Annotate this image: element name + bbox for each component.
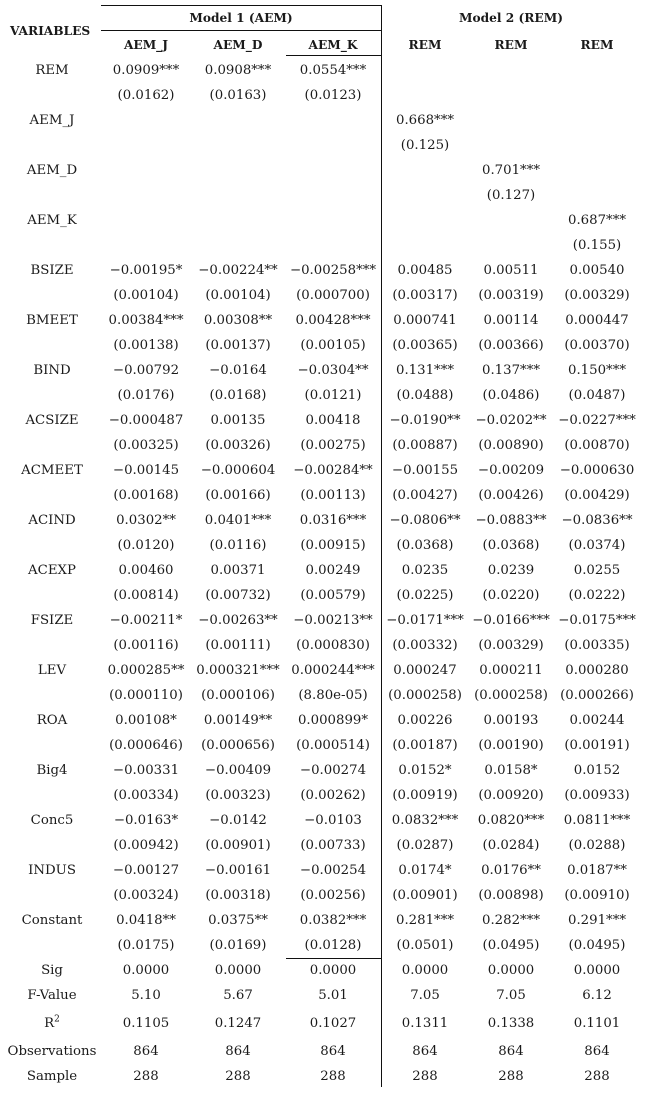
variable-label: ACEXP: [28, 563, 76, 578]
stat-value: 288: [498, 1069, 524, 1084]
std-error-cell: (0.00901): [392, 888, 458, 903]
stat-value: 0.0000: [487, 963, 535, 978]
stat-value: 0.1338: [487, 1016, 535, 1031]
std-error-cell: (0.0495): [482, 938, 540, 953]
std-error-cell: (0.0374): [568, 538, 626, 553]
coefficient-cell: −0.0175***: [558, 613, 636, 628]
std-error-cell: (0.00104): [205, 288, 271, 303]
variable-label: FSIZE: [30, 613, 74, 628]
coefficient-cell: 0.000211: [479, 663, 543, 678]
std-error-cell: (0.0128): [304, 938, 362, 953]
std-error-cell: (0.00887): [392, 438, 458, 453]
std-error-cell: (0.00324): [113, 888, 179, 903]
std-error-cell: (0.00920): [478, 788, 544, 803]
coefficient-cell: 0.0235: [401, 563, 449, 578]
coefficient-cell: 0.00108*: [115, 713, 177, 728]
std-error-cell: (0.00187): [392, 738, 458, 753]
coefficient-cell: 0.0832***: [391, 813, 459, 828]
coefficient-cell: 0.00193: [483, 713, 539, 728]
coefficient-cell: 0.282***: [481, 913, 541, 928]
rule-aemk-constant: [286, 958, 381, 959]
stat-name: F-Value: [27, 988, 77, 1003]
coefficient-cell: 0.137***: [481, 363, 541, 378]
std-error-cell: (0.00910): [564, 888, 630, 903]
stat-value: 0.0000: [401, 963, 449, 978]
coefficient-cell: 0.000899*: [297, 713, 369, 728]
std-error-cell: (0.0163): [209, 88, 267, 103]
std-error-cell: (0.00898): [478, 888, 544, 903]
std-error-cell: (0.0486): [482, 388, 540, 403]
std-error-cell: (0.00334): [113, 788, 179, 803]
stat-value: 0.1101: [573, 1016, 621, 1031]
coefficient-cell: 0.0316***: [299, 513, 367, 528]
stat-name: Sample: [26, 1069, 78, 1084]
stat-name: Observations: [7, 1044, 97, 1059]
coefficient-cell: −0.00792: [112, 363, 180, 378]
stat-value: 864: [133, 1044, 159, 1059]
coefficient-cell: 0.0375**: [208, 913, 268, 928]
std-error-cell: (0.00318): [205, 888, 271, 903]
std-error-cell: (0.00191): [564, 738, 630, 753]
coefficient-cell: −0.00331: [112, 763, 180, 778]
std-error-cell: (0.00901): [205, 838, 271, 853]
coefficient-cell: −0.00195*: [109, 263, 183, 278]
stat-value: 0.0000: [214, 963, 262, 978]
coefficient-cell: 0.00511: [483, 263, 539, 278]
stat-value: 288: [225, 1069, 251, 1084]
model2-title: Model 2 (REM): [459, 11, 563, 25]
variables-header: VARIABLES: [10, 24, 91, 38]
coefficient-cell: 0.000280: [565, 663, 629, 678]
std-error-cell: (0.00919): [392, 788, 458, 803]
coefficient-cell: −0.00409: [204, 763, 272, 778]
std-error-cell: (0.00329): [564, 288, 630, 303]
std-error-cell: (0.0287): [396, 838, 454, 853]
variable-label: Conc5: [30, 813, 74, 828]
rule-model1-bottom: [101, 30, 381, 31]
coefficient-cell: −0.00209: [477, 463, 545, 478]
std-error-cell: (0.0120): [117, 538, 175, 553]
std-error-cell: (0.0175): [117, 938, 175, 953]
coefficient-cell: 0.0255: [573, 563, 621, 578]
coefficient-cell: −0.00145: [112, 463, 180, 478]
column-header: REM: [580, 38, 614, 52]
std-error-cell: (0.00275): [300, 438, 366, 453]
stat-value: 0.1105: [122, 1016, 170, 1031]
std-error-cell: (0.00326): [205, 438, 271, 453]
coefficient-cell: 0.0187**: [567, 863, 627, 878]
std-error-cell: (0.0176): [117, 388, 175, 403]
std-error-cell: (0.00319): [478, 288, 544, 303]
stat-value: 288: [320, 1069, 346, 1084]
coefficient-cell: 0.00249: [305, 563, 361, 578]
coefficient-cell: −0.00155: [391, 463, 459, 478]
stat-value: 0.1311: [401, 1016, 449, 1031]
coefficient-cell: 0.000244***: [291, 663, 375, 678]
column-header: AEM_D: [213, 38, 263, 52]
std-error-cell: (0.00138): [113, 338, 179, 353]
stat-label: [8, 1044, 97, 1060]
std-error-cell: (0.00732): [205, 588, 271, 603]
std-error-cell: (0.00915): [300, 538, 366, 553]
coefficient-cell: 0.0152*: [398, 763, 452, 778]
coefficient-cell: 0.0302**: [116, 513, 176, 528]
std-error-cell: (0.00116): [113, 638, 179, 653]
stat-value: 288: [133, 1069, 159, 1084]
std-error-cell: (0.00256): [300, 888, 366, 903]
coefficient-cell: 0.0909***: [112, 63, 180, 78]
stat-value: 864: [320, 1044, 346, 1059]
stat-value: 6.12: [582, 988, 612, 1003]
std-error-cell: (0.0169): [209, 938, 267, 953]
std-error-cell: (0.000830): [296, 638, 370, 653]
coefficient-cell: −0.00284**: [293, 463, 373, 478]
column-divider: [381, 5, 382, 1087]
std-error-cell: (0.000514): [296, 738, 370, 753]
variable-label: BIND: [33, 363, 71, 378]
std-error-cell: (0.0488): [396, 388, 454, 403]
coefficient-cell: −0.00263**: [198, 613, 278, 628]
stat-value: 5.01: [318, 988, 348, 1003]
std-error-cell: (0.000258): [388, 688, 462, 703]
stat-value: 0.1247: [214, 1016, 262, 1031]
coefficient-cell: −0.0883**: [475, 513, 547, 528]
stat-label: [41, 963, 63, 979]
std-error-cell: (0.000700): [296, 288, 370, 303]
std-error-cell: (0.00104): [113, 288, 179, 303]
std-error-cell: (0.0501): [396, 938, 454, 953]
std-error-cell: (0.00168): [113, 488, 179, 503]
coefficient-cell: 0.0239: [487, 563, 535, 578]
coefficient-cell: −0.0202**: [475, 413, 547, 428]
std-error-cell: (0.00870): [564, 438, 630, 453]
std-error-cell: (0.0123): [304, 88, 362, 103]
variable-label: BMEET: [26, 313, 78, 328]
stat-value: 7.05: [496, 988, 526, 1003]
std-error-cell: (0.127): [486, 188, 536, 203]
coefficient-cell: 0.00371: [210, 563, 266, 578]
stat-value: 288: [584, 1069, 610, 1084]
coefficient-cell: 0.668***: [395, 113, 455, 128]
stat-name: Sig: [41, 963, 63, 978]
std-error-cell: (0.000110): [109, 688, 183, 703]
std-error-cell: (0.00429): [564, 488, 630, 503]
std-error-cell: (0.0162): [117, 88, 175, 103]
std-error-cell: (0.00332): [392, 638, 458, 653]
stat-label: [27, 1069, 77, 1085]
coefficient-cell: 0.00384***: [108, 313, 184, 328]
std-error-cell: (0.0487): [568, 388, 626, 403]
std-error-cell: (0.00942): [113, 838, 179, 853]
variable-label: AEM_K: [27, 213, 77, 228]
std-error-cell: (0.00105): [300, 338, 366, 353]
coefficient-cell: 0.000447: [565, 313, 629, 328]
coefficient-cell: −0.0190**: [389, 413, 461, 428]
std-error-cell: (0.00335): [564, 638, 630, 653]
coefficient-cell: −0.00161: [204, 863, 272, 878]
coefficient-cell: −0.0171***: [386, 613, 464, 628]
variable-label: Big4: [36, 763, 68, 778]
coefficient-cell: 0.000321***: [196, 663, 280, 678]
coefficient-cell: 0.0174*: [398, 863, 452, 878]
column-header: AEM_J: [123, 38, 169, 52]
std-error-cell: (0.00323): [205, 788, 271, 803]
coefficient-cell: 0.0176**: [481, 863, 541, 878]
variable-label: BSIZE: [30, 263, 74, 278]
std-error-cell: (0.0220): [482, 588, 540, 603]
variable-label: ACMEET: [21, 463, 83, 478]
coefficient-cell: 0.0401***: [204, 513, 272, 528]
coefficient-cell: 0.00460: [118, 563, 174, 578]
coefficient-cell: 0.687***: [567, 213, 627, 228]
std-error-cell: (8.80e-05): [298, 688, 368, 703]
std-error-cell: (0.0288): [568, 838, 626, 853]
std-error-cell: (0.00427): [392, 488, 458, 503]
std-error-cell: (0.0222): [568, 588, 626, 603]
coefficient-cell: 0.000285**: [107, 663, 185, 678]
variable-label: REM: [35, 63, 69, 78]
coefficient-cell: −0.0227***: [558, 413, 636, 428]
coefficient-cell: 0.0811***: [563, 813, 631, 828]
coefficient-cell: 0.0382***: [299, 913, 367, 928]
std-error-cell: (0.0168): [209, 388, 267, 403]
coefficient-cell: 0.701***: [481, 163, 541, 178]
std-error-cell: (0.0225): [396, 588, 454, 603]
variable-label: AEM_J: [29, 113, 75, 128]
column-header: REM: [408, 38, 442, 52]
variable-label: LEV: [37, 663, 67, 678]
coefficient-cell: 0.00149**: [203, 713, 273, 728]
std-error-cell: (0.00113): [300, 488, 366, 503]
stat-value: 288: [412, 1069, 438, 1084]
std-error-cell: (0.0116): [209, 538, 267, 553]
coefficient-cell: 0.150***: [567, 363, 627, 378]
std-error-cell: (0.00933): [564, 788, 630, 803]
std-error-cell: (0.155): [572, 238, 622, 253]
coefficient-cell: 0.00540: [569, 263, 625, 278]
std-error-cell: (0.00325): [113, 438, 179, 453]
stat-value: 0.0000: [573, 963, 621, 978]
coefficient-cell: −0.0164: [209, 363, 267, 378]
std-error-cell: (0.00365): [392, 338, 458, 353]
coefficient-cell: −0.0166***: [472, 613, 550, 628]
coefficient-cell: 0.00226: [397, 713, 453, 728]
coefficient-cell: 0.0418**: [116, 913, 176, 928]
model1-title: Model 1 (AEM): [189, 11, 293, 25]
coefficient-cell: −0.0836**: [561, 513, 633, 528]
variable-label: AEM_D: [26, 163, 78, 178]
coefficient-cell: 0.131***: [395, 363, 455, 378]
coefficient-cell: −0.00274: [299, 763, 367, 778]
column-header: AEM_K: [308, 38, 358, 52]
variable-label: ACSIZE: [25, 413, 79, 428]
coefficient-cell: 0.00135: [210, 413, 266, 428]
coefficient-cell: −0.0806**: [389, 513, 461, 528]
coefficient-cell: −0.0304**: [297, 363, 369, 378]
coefficient-cell: 0.291***: [567, 913, 627, 928]
coefficient-cell: −0.00254: [299, 863, 367, 878]
column-header: REM: [494, 38, 528, 52]
std-error-cell: (0.0121): [304, 388, 362, 403]
std-error-cell: (0.00190): [478, 738, 544, 753]
coefficient-cell: 0.281***: [395, 913, 455, 928]
coefficient-cell: 0.00114: [483, 313, 539, 328]
coefficient-cell: −0.000604: [200, 463, 276, 478]
std-error-cell: (0.125): [400, 138, 450, 153]
std-error-cell: (0.00166): [205, 488, 271, 503]
coefficient-cell: −0.000630: [559, 463, 635, 478]
std-error-cell: (0.000656): [201, 738, 275, 753]
stat-name: R: [44, 1016, 55, 1031]
coefficient-cell: 0.0158*: [484, 763, 538, 778]
std-error-cell: (0.00317): [392, 288, 458, 303]
std-error-cell: (0.00370): [564, 338, 630, 353]
coefficient-cell: −0.0163*: [113, 813, 179, 828]
coefficient-cell: 0.00244: [569, 713, 625, 728]
std-error-cell: (0.0368): [482, 538, 540, 553]
std-error-cell: (0.0368): [396, 538, 454, 553]
coefficient-cell: −0.00258***: [289, 263, 377, 278]
coefficient-cell: −0.00224**: [198, 263, 278, 278]
variable-label: Constant: [21, 913, 83, 928]
coefficient-cell: −0.0142: [209, 813, 267, 828]
coefficient-cell: 0.0554***: [299, 63, 367, 78]
stat-value: 0.0000: [309, 963, 357, 978]
std-error-cell: (0.000106): [201, 688, 275, 703]
std-error-cell: (0.00890): [478, 438, 544, 453]
std-error-cell: (0.00733): [300, 838, 366, 853]
coefficient-cell: 0.00308**: [203, 313, 273, 328]
stat-value: 864: [412, 1044, 438, 1059]
coefficient-cell: 0.0908***: [204, 63, 272, 78]
std-error-cell: (0.00111): [205, 638, 271, 653]
stat-value: 5.10: [131, 988, 161, 1003]
std-error-cell: (0.00366): [478, 338, 544, 353]
std-error-cell: (0.000266): [560, 688, 634, 703]
std-error-cell: (0.00579): [300, 588, 366, 603]
stat-superscript: 2: [54, 1014, 60, 1025]
coefficient-cell: −0.00211*: [109, 613, 183, 628]
stat-label: [27, 988, 76, 1004]
coefficient-cell: 0.0820***: [477, 813, 545, 828]
stat-value: 864: [498, 1044, 524, 1059]
stat-value: 0.0000: [122, 963, 170, 978]
coefficient-cell: −0.00213**: [293, 613, 373, 628]
stat-label: [44, 1016, 60, 1032]
stat-value: 864: [225, 1044, 251, 1059]
std-error-cell: (0.0495): [568, 938, 626, 953]
variable-label: ROA: [36, 713, 68, 728]
coefficient-cell: 0.00428***: [295, 313, 371, 328]
std-error-cell: (0.00262): [300, 788, 366, 803]
coefficient-cell: −0.0103: [304, 813, 362, 828]
variable-label: INDUS: [28, 863, 76, 878]
coefficient-cell: 0.00485: [397, 263, 453, 278]
rule-aemk-header: [286, 55, 381, 56]
coefficient-cell: −0.000487: [108, 413, 184, 428]
coefficient-cell: 0.000741: [393, 313, 457, 328]
coefficient-cell: 0.000247: [393, 663, 457, 678]
std-error-cell: (0.00814): [113, 588, 179, 603]
std-error-cell: (0.00137): [205, 338, 271, 353]
stat-value: 864: [584, 1044, 610, 1059]
coefficient-cell: −0.00127: [112, 863, 180, 878]
variable-label: ACIND: [28, 513, 76, 528]
coefficient-cell: 0.0152: [573, 763, 621, 778]
std-error-cell: (0.0284): [482, 838, 540, 853]
rule-model1-top: [101, 5, 381, 6]
stat-value: 7.05: [410, 988, 440, 1003]
coefficient-cell: 0.00418: [305, 413, 361, 428]
stat-value: 0.1027: [309, 1016, 357, 1031]
std-error-cell: (0.000258): [474, 688, 548, 703]
std-error-cell: (0.000646): [109, 738, 183, 753]
std-error-cell: (0.00329): [478, 638, 544, 653]
stat-value: 5.67: [223, 988, 253, 1003]
std-error-cell: (0.00426): [478, 488, 544, 503]
